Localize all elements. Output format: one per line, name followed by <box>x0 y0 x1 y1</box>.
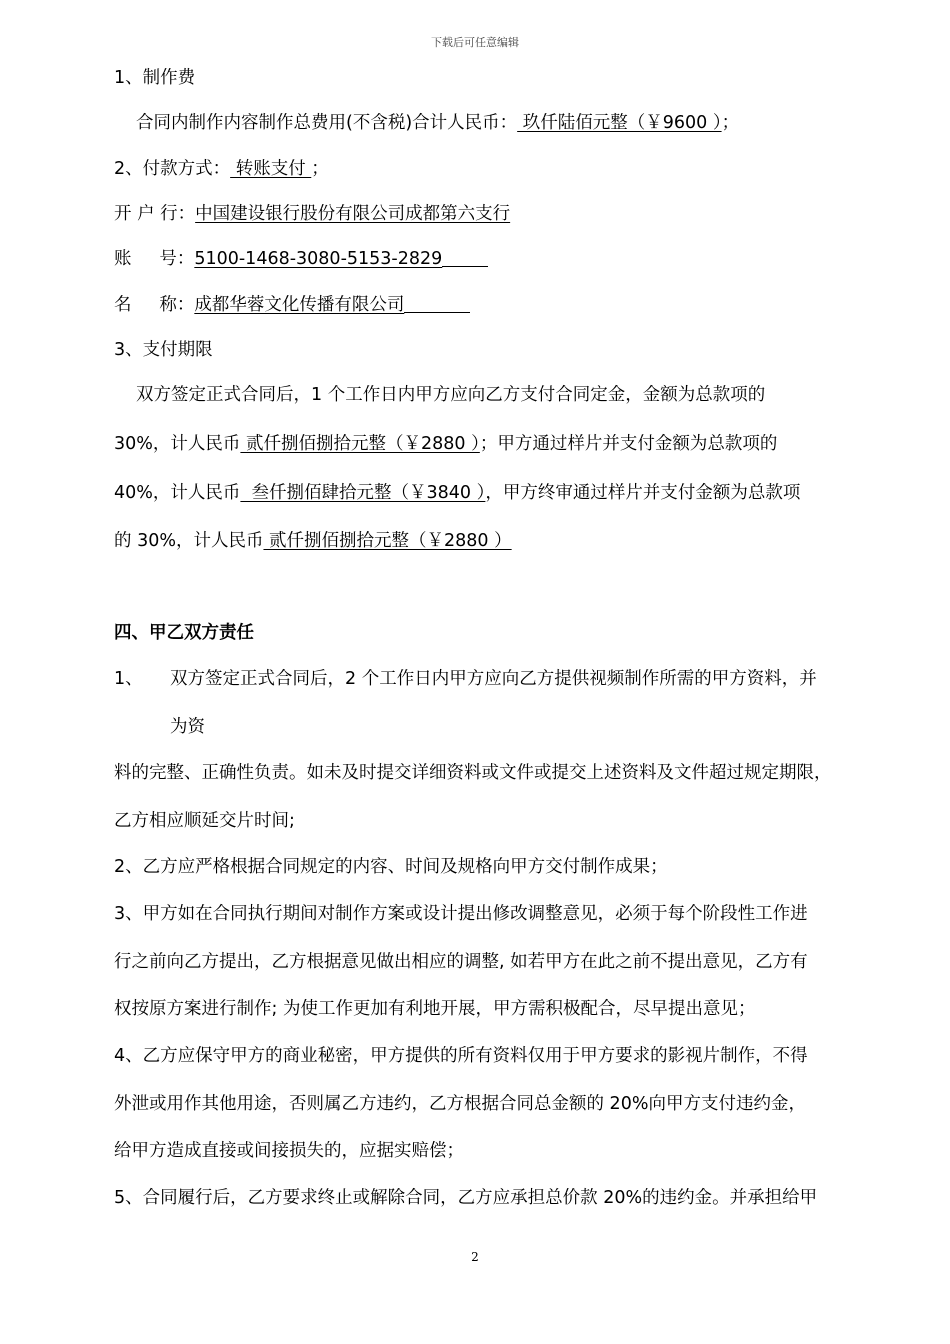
pay-term-line-2-amount: 贰仟捌佰捌拾元整（￥2880 ） <box>240 434 480 454</box>
account-underline-blank <box>442 248 488 267</box>
account-line <box>114 247 488 271</box>
fee-prefix: 合同内制作内容制作总费用(不含税)合计人民币： <box>136 113 518 133</box>
pay-term-line-4-amount: 贰仟捌佰捌拾元整（￥2880 ） <box>263 531 512 551</box>
fee-line <box>136 111 739 135</box>
account-label: 账 号： <box>114 249 195 269</box>
resp-1-line-1: 双方签定正式合同后，2 个工作日内甲方应向乙方提供视频制作所需的甲方资料，并 <box>170 669 817 689</box>
pay-term-line-1: 双方签定正式合同后，1 个工作日内甲方应向乙方支付合同定金，金额为总款项的 <box>136 385 766 405</box>
bank-label: 开 户 行： <box>114 204 196 224</box>
name-underline-blank <box>404 294 470 313</box>
bank-line <box>114 202 510 226</box>
payment-method-suffix: ； <box>311 159 329 179</box>
pay-term-line-2 <box>114 432 777 456</box>
page-number: 2 <box>471 1250 479 1264</box>
pay-term-line-4-prefix: 的 30%，计人民币 <box>114 531 264 551</box>
resp-4-line-2: 外泄或用作其他用途，否则属乙方违约，乙方根据合同总金额的 20%向甲方支付违约金， <box>114 1094 806 1114</box>
pay-term-line-3-prefix: 40%，计人民币 <box>114 483 241 503</box>
name-value: 成都华蓉文化传播有限公司 <box>194 295 405 315</box>
account-value: 5100-1468-3080-5153-2829 <box>194 249 443 269</box>
name-line <box>114 293 470 317</box>
pay-term-title: 3、支付期限 <box>114 340 213 360</box>
pay-term-line-4 <box>114 529 512 553</box>
section-heading: 四、甲乙双方责任 <box>114 623 254 643</box>
pay-term-line-3-amount: 叁仟捌佰肆拾元整（￥3840 ） <box>240 483 486 503</box>
fee-title: 1、制作费 <box>114 68 196 88</box>
pay-term-line-3 <box>114 481 800 505</box>
resp-4-line-3: 给甲方造成直接或间接损失的，应据实赔偿； <box>114 1141 464 1161</box>
pay-term-line-3-suffix: ，甲方终审通过样片并支付金额为总款项 <box>485 483 801 503</box>
resp-1-line-4: 乙方相应顺延交片时间; <box>114 811 295 831</box>
resp-2: 2、乙方应严格根据合同规定的内容、时间及规格向甲方交付制作成果； <box>114 857 668 877</box>
payment-method-label: 2、付款方式： <box>114 159 231 179</box>
bank-value: 中国建设银行股份有限公司成都第六支行 <box>195 204 511 224</box>
resp-3-line-3: 权按原方案进行制作; 为使工作更加有利地开展，甲方需积极配合，尽早提出意见； <box>114 999 756 1019</box>
payment-method-line <box>114 157 329 181</box>
name-label: 名 称： <box>114 295 195 315</box>
resp-1-line-3: 料的完整、正确性负责。如未及时提交详细资料或文件或提交上述资料及文件超过规定期限， <box>114 763 832 783</box>
page-header: 下载后可任意编辑 <box>431 36 519 49</box>
resp-4-line-1: 4、乙方应保守甲方的商业秘密，甲方提供的所有资料仅用于甲方要求的影视片制作，不得 <box>114 1046 808 1066</box>
pay-term-line-2-prefix: 30%，计人民币 <box>114 434 241 454</box>
payment-method-value: 转账支付 <box>230 159 312 179</box>
pay-term-line-2-suffix: ；甲方通过样片并支付金额为总款项的 <box>479 434 778 454</box>
resp-3-line-1: 3、甲方如在合同执行期间对制作方案或设计提出修改调整意见，必须于每个阶段性工作进 <box>114 904 808 924</box>
resp-1-number: 1、 <box>114 669 143 689</box>
fee-amount: 玖仟陆佰元整（￥9600 ） <box>517 113 722 133</box>
resp-3-line-2: 行之前向乙方提出，乙方根据意见做出相应的调整, 如若甲方在此之前不提出意见，乙方有 <box>114 952 808 972</box>
resp-5-line-1: 5、合同履行后，乙方要求终止或解除合同，乙方应承担总价款 20%的违约金。并承担给甲 <box>114 1188 818 1208</box>
fee-suffix: ； <box>721 113 740 133</box>
resp-1-line-2: 为资 <box>170 717 205 737</box>
